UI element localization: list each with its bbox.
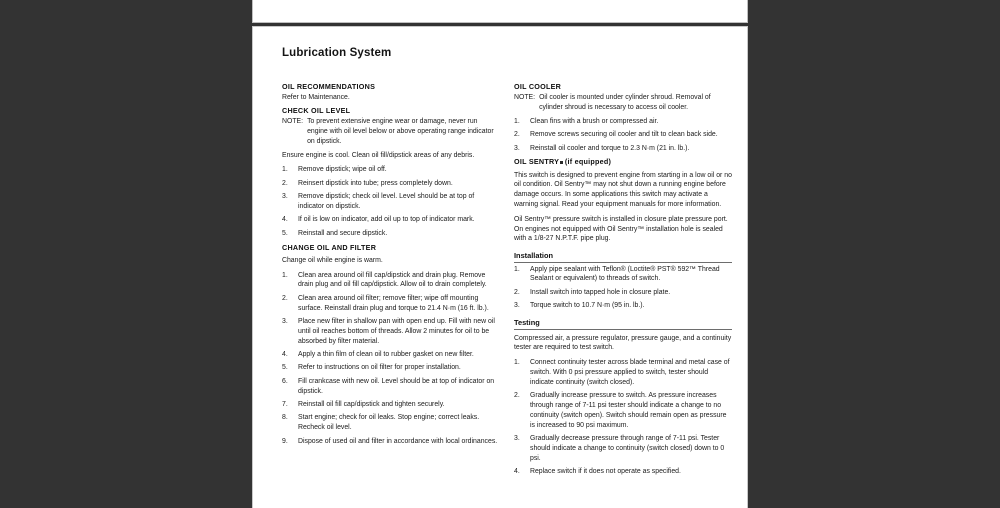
list-testing-steps xyxy=(514,358,732,477)
list-item: Start engine; check for oil leaks. Stop engine; correct leaks. Recheck oil level. xyxy=(298,414,480,432)
list-item: Gradually decrease pressure through range of 7-11 psi. Tester should indicate a change to continuity (switch closed) down to 0 psi. xyxy=(530,434,725,462)
text-oil-recommendations-body: Refer to Maintenance. xyxy=(282,94,350,102)
list-item: Clean area around oil filter; remove filter; wipe off mounting surface. Reinstall drain plug and torque to 21.4 N·m (16 ft. lb.). xyxy=(298,294,489,312)
list-item: Replace switch if it does not operate as specified. xyxy=(530,467,681,475)
text-testing-intro: Compressed air, a pressure regulator, pressure gauge, and a continuity tester are required to test switch. xyxy=(514,334,732,352)
list-item: Place new filter in shallow pan with open end up. Fill with new oil until oil reaches bottom of threads. Allow 2 minutes for oil to be absorbed by filter material. xyxy=(298,317,495,345)
list-item: Clean area around oil fill cap/dipstick and drain plug. Remove drain plug and oil fill cap/dipstick. Allow oil to drain completely. xyxy=(298,271,487,289)
list-oil-cooler-steps xyxy=(514,117,732,154)
heading-installation: Installation xyxy=(514,251,732,263)
list-item: Remove dipstick; wipe oil off. xyxy=(298,166,387,174)
heading-change-oil-and-filter: CHANGE OIL AND FILTER xyxy=(282,242,377,252)
heading-oil-sentry xyxy=(514,157,732,166)
two-column-layout xyxy=(282,82,732,481)
list-installation-steps xyxy=(514,265,732,311)
list-item: Fill crankcase with new oil. Level should be at top of indicator on dipstick. xyxy=(298,377,495,395)
heading-oil-sentry-prefix: OIL SENTRY xyxy=(514,157,560,167)
heading-oil-recommendations: OIL RECOMMENDATIONS xyxy=(282,82,376,91)
list-item: Apply a thin film of clean oil to rubber gasket on new filter. xyxy=(298,350,474,358)
list-item: Remove screws securing oil cooler and tilt to clean back side. xyxy=(530,131,718,139)
list-item: Install switch into tapped hole in closure plate. xyxy=(530,288,671,296)
heading-oil-cooler: OIL COOLER xyxy=(514,82,562,91)
heading-testing: Testing xyxy=(514,318,732,330)
list-item: Reinstall oil fill cap/dipstick and tighten securely. xyxy=(298,400,445,408)
left-column xyxy=(282,82,498,450)
text-change-oil-intro: Change oil while engine is warm. xyxy=(282,256,383,264)
list-item: Gradually increase pressure to switch. As pressure increases through range of 7-11 psi tester should indicate a change to no continuity (switch open). Switch should remain open as pressure is increased to 90 psi maximum. xyxy=(530,392,727,429)
note-check-oil-level xyxy=(282,117,498,146)
list-item: Connect continuity tester across blade terminal and metal case of switch. With 0 psi pressure applied to switch, tester should indicate continuity (switch closed). xyxy=(530,359,730,386)
note-label: NOTE: xyxy=(514,94,536,102)
document-page[interactable] xyxy=(253,27,747,508)
list-item: Remove dipstick; check oil level. Level should be at top of indicator on dipstick. xyxy=(298,193,475,210)
list-item: Reinstall oil cooler and torque to 2.3 N·m (21 in. lb.). xyxy=(530,144,690,152)
note-oil-cooler xyxy=(514,93,732,113)
note-label: NOTE: xyxy=(282,118,304,126)
list-item: Refer to instructions on oil filter for proper installation. xyxy=(298,364,461,372)
list-item: Dispose of used oil and filter in accordance with local ordinances. xyxy=(298,437,498,445)
list-change-oil-steps xyxy=(282,271,498,447)
list-item: Reinstall and secure dipstick. xyxy=(298,229,388,237)
page-content xyxy=(253,27,747,508)
list-item: Clean fins with a brush or compressed air. xyxy=(530,117,659,125)
trademark-icon xyxy=(560,161,564,165)
previous-page-sliver xyxy=(253,0,747,22)
heading-check-oil-level: CHECK OIL LEVEL xyxy=(282,106,351,116)
list-item: Apply pipe sealant with Teflon® (Loctite® PST® 592™ Thread Sealant or equivalent) to threads of switch. xyxy=(530,265,720,283)
list-check-oil-level-steps xyxy=(282,165,498,238)
text-check-oil-level-intro: Ensure engine is cool. Clean oil fill/dipstick areas of any debris. xyxy=(282,151,475,159)
list-item: Torque switch to 10.7 N·m (95 in. lb.). xyxy=(530,302,645,310)
page-title: Lubrication System xyxy=(282,47,392,59)
note-text: Oil cooler is mounted under cylinder shroud. Removal of cylinder shroud is necessary to access oil cooler. xyxy=(539,94,711,112)
text-oil-sentry-paragraph-2: Oil Sentry™ pressure switch is installed in closure plate pressure port. On engines not equipped with Oil Sentry™ installation hole is sealed with a 1/8-27 N.P.T.F. pipe plug. xyxy=(514,215,728,243)
right-column xyxy=(514,82,732,481)
heading-oil-sentry-suffix: (if equipped) xyxy=(564,157,612,167)
list-item: If oil is low on indicator, add oil up to top of indicator mark. xyxy=(298,216,475,224)
list-item: Reinsert dipstick into tube; press completely down. xyxy=(298,179,453,187)
text-oil-sentry-paragraph-1: This switch is designed to prevent engine from starting in a low oil or no oil condition. Oil Sentry™ may not shut down a running engine before damage occurs. In some applications this switch may activate a warning signal. Read your equipment manuals for more information. xyxy=(514,171,732,208)
note-text: To prevent extensive engine wear or damage, never run engine with oil level below or above operating range indicator on dipstick. xyxy=(307,118,494,145)
